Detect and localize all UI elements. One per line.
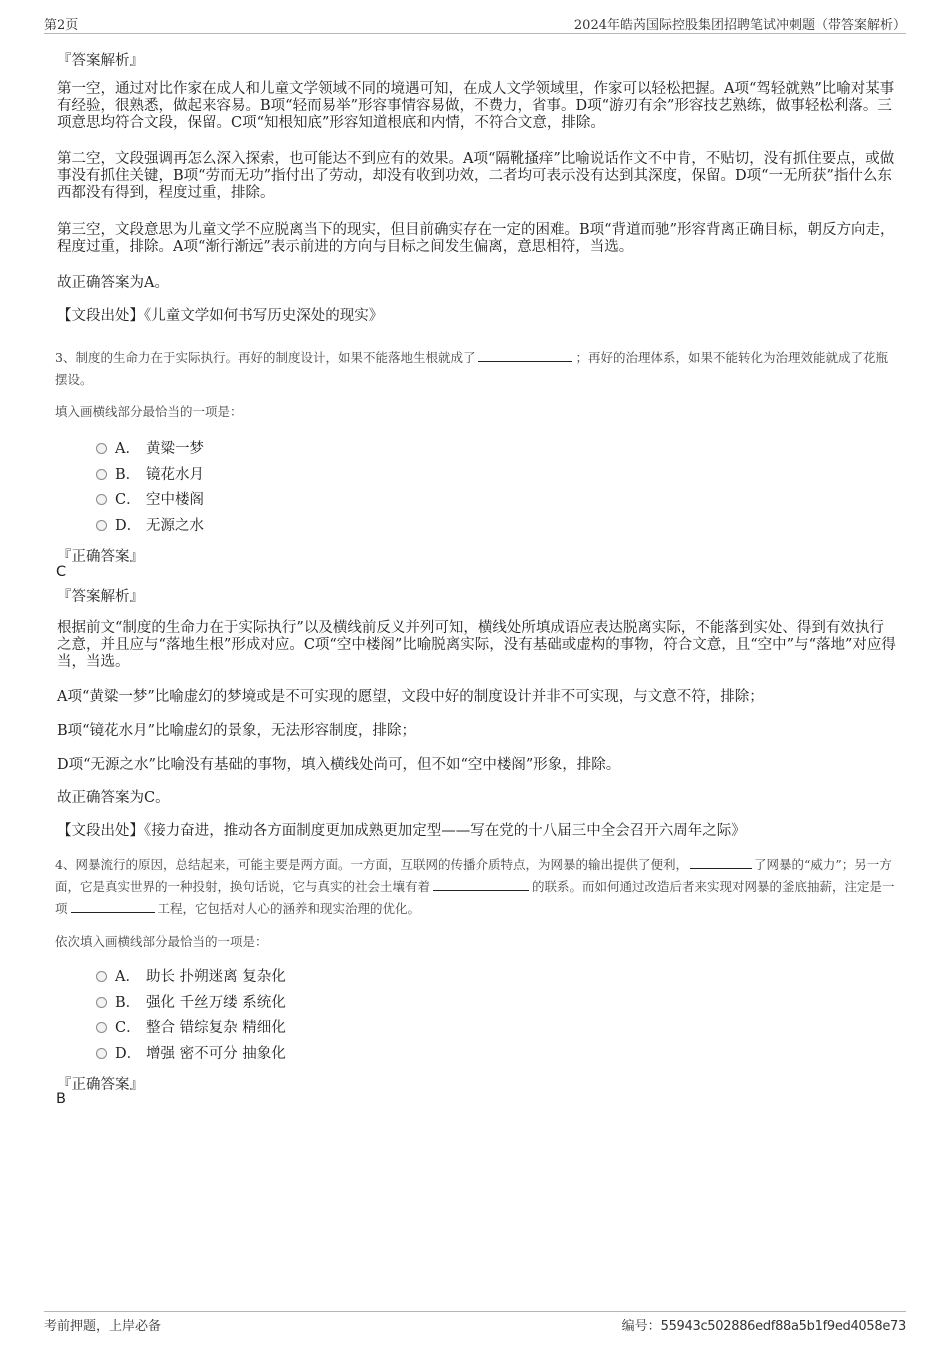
radio-button[interactable] [96, 469, 107, 480]
stem-text: 3、制度的生命力在于实际执行。再好的制度设计，如果不能落地生根就成了 [55, 350, 476, 365]
option-letter: A． [115, 969, 140, 985]
option-letter: D． [115, 1046, 142, 1062]
option-letter: C． [115, 1020, 141, 1036]
option-b[interactable] [96, 465, 204, 485]
radio-button[interactable] [96, 443, 107, 454]
option-d[interactable] [96, 1044, 286, 1064]
document-title: 2024年皓芮国际控股集团招聘笔试冲刺题（带答案解析） [573, 18, 906, 33]
conclusion: 故正确答案为C。 [57, 790, 170, 806]
option-text: 黄粱一梦 [146, 441, 204, 457]
answer-blank [690, 856, 752, 869]
footer-divider [44, 1311, 906, 1312]
radio-button[interactable] [96, 520, 107, 531]
radio-button[interactable] [96, 1048, 107, 1059]
analysis-paragraph: 根据前文“制度的生命力在于实际执行”以及横线前反义并列可知，横线处所填成语应表达脱离实际，不能落到实处、得到有效执行之意，并且应与“落地生根”形成对应。C项“空中楼阁”比喻脱离实际，没有基础或虚构的事物，符合文意，且“空中”与“落地”对应得当，当选。 [57, 620, 896, 670]
option-a[interactable] [96, 967, 286, 987]
page-number: 第2页 [44, 18, 79, 33]
document-code [622, 1315, 906, 1334]
code-label: 编号： [621, 1319, 661, 1334]
question-prompt: 依次填入画横线部分最恰当的一项是： [55, 934, 268, 949]
option-letter: B． [115, 995, 141, 1011]
radio-button[interactable] [96, 494, 107, 505]
answer-blank [433, 878, 529, 891]
correct-answer: B [56, 1091, 66, 1107]
analysis-label: 『答案解析』 [57, 589, 144, 605]
option-letter: B． [115, 467, 141, 483]
correct-answer: C [56, 564, 67, 580]
option-text: 强化 千丝万缕 系统化 [146, 995, 286, 1011]
option-a[interactable] [96, 439, 204, 459]
option-text: 增强 密不可分 抽象化 [146, 1046, 286, 1062]
option-letter: C． [115, 492, 141, 508]
option-text: 助长 扑朔迷离 复杂化 [146, 969, 286, 985]
source-citation: 【文段出处】《儿童文学如何书写历史深处的现实》 [57, 308, 384, 324]
stem-text: 的联系。而如何通过改造后者来实现对网暴的釜底抽薪，注定是一项 [55, 879, 895, 916]
radio-button[interactable] [96, 997, 107, 1008]
question-prompt: 填入画横线部分最恰当的一项是： [55, 404, 243, 419]
question-stem [55, 854, 900, 920]
question-stem [55, 347, 900, 391]
option-d[interactable] [96, 516, 204, 536]
analysis-paragraph: B项“镜花水月”比喻虚幻的景象，无法形容制度，排除； [57, 723, 416, 739]
analysis-paragraph: A项“黄粱一梦”比喻虚幻的梦境或是不可实现的愿望，文段中好的制度设计并非不可实现，与文意不符，排除； [57, 689, 764, 705]
option-text: 无源之水 [146, 518, 204, 534]
radio-button[interactable] [96, 1022, 107, 1033]
footer-slogan: 考前押题，上岸必备 [44, 1319, 162, 1334]
option-text: 整合 错综复杂 精细化 [146, 1020, 286, 1036]
stem-text: 4、网暴流行的原因，总结起来，可能主要是两方面。一方面，互联网的传播介质特点，为网暴的输出提供了便利， [55, 857, 688, 872]
conclusion: 故正确答案为A。 [57, 275, 169, 291]
answer-blank [71, 900, 155, 913]
stem-text: 工程，它包括对人心的涵养和现实治理的优化。 [157, 901, 421, 916]
analysis-paragraph: 第三空，文段意思为儿童文学不应脱离当下的现实，但目前确实存在一定的困难。B项“背道而驰”形容背离正确目标，朝反方向走，程度过重，排除。A项“渐行渐远”表示前进的方向与目标之间发生偏离，意思相符，当选。 [57, 222, 895, 255]
stem-text: ；再好的治理体系，如果不能转化为治理效能就成了花瓶摆设。 [55, 350, 888, 387]
option-c[interactable] [96, 1018, 286, 1038]
option-c[interactable] [96, 490, 204, 510]
correct-answer-label: 『正确答案』 [57, 549, 144, 565]
analysis-paragraph: 第一空，通过对比作家在成人和儿童文学领域不同的境遇可知，在成人文学领域里，作家可以轻松把握。A项“驾轻就熟”比喻对某事有经验，很熟悉，做起来容易。B项“轻而易举”形容事情容易做，不费力，省事。D项“游刃有余”形容技艺熟练，做事轻松利落。三项意思均符合文段，保留。C项“知根知底”形容知道根底和内情，不符合文意，排除。 [57, 81, 895, 131]
stem-text: 了网暴的“威力”；另一方面，它是真实世界的一种投射，换句话说，它与真实的社会土壤有着 [55, 857, 892, 894]
analysis-paragraph: 第二空，文段强调再怎么深入探索，也可能达不到应有的效果。A项“隔靴搔痒”比喻说话作文不中肯，不贴切，没有抓住要点，或做事没有抓住关键，B项“劳而无功”指付出了劳动，却没有收到功效，二者均可表示没有达到其深度，保留。D项“一无所获”指什么东西都没有得到，程度过重，排除。 [57, 151, 895, 201]
correct-answer-label: 『正确答案』 [57, 1077, 144, 1093]
radio-button[interactable] [96, 971, 107, 982]
source-citation: 【文段出处】《接力奋进，推动各方面制度更加成熟更加定型——写在党的十八届三中全会召开六周年之际》 [57, 823, 746, 839]
analysis-label: 『答案解析』 [57, 53, 144, 69]
analysis-paragraph: D项“无源之水”比喻没有基础的事物，填入横线处尚可，但不如“空中楼阁”形象，排除。 [57, 757, 621, 773]
option-text: 镜花水月 [146, 467, 204, 483]
header-divider [44, 33, 906, 34]
option-letter: A． [115, 441, 140, 457]
option-letter: D． [115, 518, 142, 534]
code-value: 55943c502886edf88a5b1f9ed4058e73 [660, 1319, 906, 1334]
answer-blank [478, 349, 572, 362]
option-text: 空中楼阁 [146, 492, 204, 508]
option-b[interactable] [96, 993, 286, 1013]
